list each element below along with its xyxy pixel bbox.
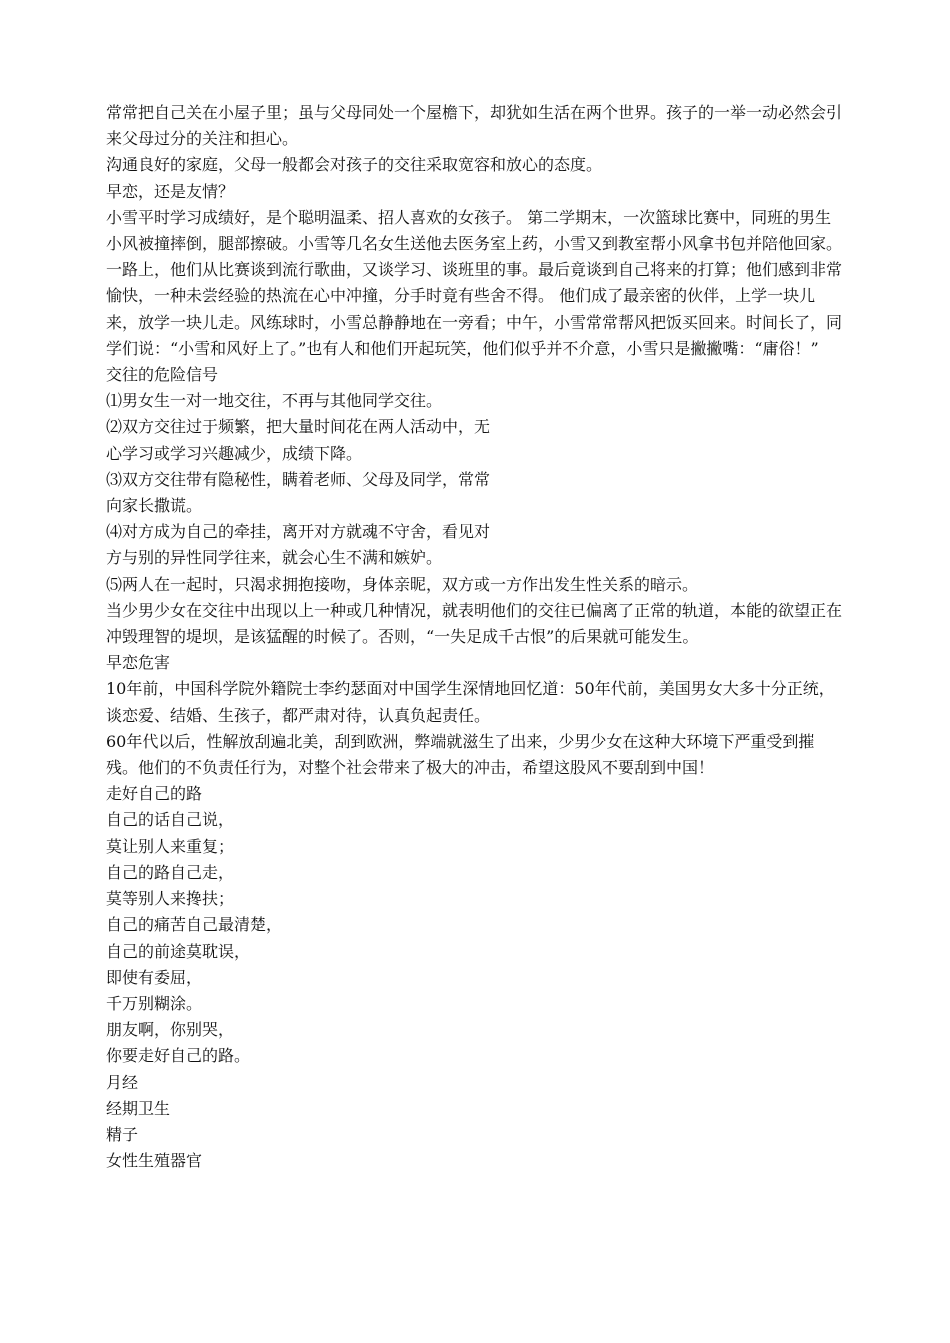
poem-line: 莫等别人来搀扶； xyxy=(106,889,235,909)
topic-female-reproductive-organs: 女性生殖器官 xyxy=(106,1151,203,1171)
list-item-signal-3-line-2: 向家长撒谎。 xyxy=(106,496,203,516)
poem-line: 自己的痛苦自己最清楚， xyxy=(106,915,283,935)
paragraph-good-communication: 沟通良好的家庭，父母一般都会对孩子的交往采取宽容和放心的态度。 xyxy=(106,155,603,175)
heading-danger-signals: 交往的危险信号 xyxy=(106,365,219,385)
poem-line: 自己的话自己说， xyxy=(106,810,235,830)
heading-poem-title: 走好自己的路 xyxy=(106,784,203,804)
paragraph-sexual-liberation: 60年代以后，性解放刮遍北美，刮到欧洲，弊端就滋生了出来，少男少女在这种大环境下严重受到摧残。他们的不负责任行为，对整个社会带来了极大的冲击，希望这股风不要刮到中国！ xyxy=(106,731,815,778)
topic-menstruation: 月经 xyxy=(106,1072,139,1092)
list-item-signal-3-line-1: ⑶双方交往带有隐秘性，瞒着老师、父母及同学，常常 xyxy=(106,469,491,489)
list-item-signal-2-line-2: 心学习或学习兴趣减少，成绩下降。 xyxy=(106,443,363,463)
paragraph-parent-worry: 常常把自己关在小屋子里；虽与父母同处一个屋檐下，却犹如生活在两个世界。孩子的一举一动必然会引来父母过分的关注和担心。 xyxy=(106,103,843,149)
list-item-signal-5: ⑸两人在一起时，只渴求拥抱接吻，身体亲昵，双方或一方作出发生性关系的暗示。 xyxy=(106,574,699,594)
paragraph-warning-conclusion: 当少男少女在交往中出现以上一种或几种情况，就表明他们的交往已偏离了正常的轨道，本能的欲望正在冲毁理智的堤坝，是该猛醒的时候了。否则，“一失足成千古恨”的后果就可能发生。 xyxy=(106,600,843,647)
topic-menstrual-hygiene: 经期卫生 xyxy=(106,1098,171,1118)
poem-line: 自己的前途莫耽误， xyxy=(106,941,251,961)
topic-sperm: 精子 xyxy=(106,1124,139,1144)
document-body xyxy=(106,100,846,1174)
list-item-signal-2-line-1: ⑵双方交往过于频繁，把大量时间花在两人活动中，无 xyxy=(106,417,491,437)
poem-line: 自己的路自己走， xyxy=(106,862,235,882)
paragraph-xiaoxue-story: 小雪平时学习成绩好，是个聪明温柔、招人喜欢的女孩子。 第二学期末，一次篮球比赛中，同班的男生小风被撞摔倒，腿部擦破。小雪等几名女生送他去医务室上药，小雪又到教室帮小风拿书包并陪他回家。一路上，他们从比赛谈到流行歌曲，又谈学习、谈班里的事。最后竟谈到自己将来的打算；他们感到非常愉快，一种未尝经验的热流在心中冲撞，分手时竟有些舍不得。 他们成了最亲密的伙伴，上学一块儿来，放学一块儿走。风练球时，小雪总静静地在一旁看；中午，小雪常常帮风把饭买回来。时间长了，同学们说：“小雪和风好上了。”也有人和他们开起玩笑，他们似乎并不介意，小雪只是撇撇嘴：“庸俗！” xyxy=(106,207,843,358)
heading-harms: 早恋危害 xyxy=(106,653,171,673)
poem-line: 你要走好自己的路。 xyxy=(106,1046,251,1066)
poem-line: 千万别糊涂。 xyxy=(106,993,203,1013)
list-item-signal-4-line-2: 方与别的异性同学往来，就会心生不满和嫉妒。 xyxy=(106,548,443,568)
list-item-signal-1: ⑴男女生一对一地交往，不再与其他同学交往。 xyxy=(106,391,443,411)
poem-line: 莫让别人来重复； xyxy=(106,836,235,856)
heading-puppy-love-or-friendship: 早恋，还是友情？ xyxy=(106,181,235,201)
list-item-signal-4-line-1: ⑷对方成为自己的牵挂，离开对方就魂不守舍，看见对 xyxy=(106,522,491,542)
poem-line: 朋友啊，你别哭， xyxy=(106,1020,235,1040)
paragraph-needham-recollection: 10年前，中国科学院外籍院士李约瑟面对中国学生深情地回忆道：50年代前，美国男女大多十分正统，谈恋爱、结婚、生孩子，都严肃对待，认真负起责任。 xyxy=(106,679,835,725)
poem-line: 即使有委屈， xyxy=(106,967,203,987)
